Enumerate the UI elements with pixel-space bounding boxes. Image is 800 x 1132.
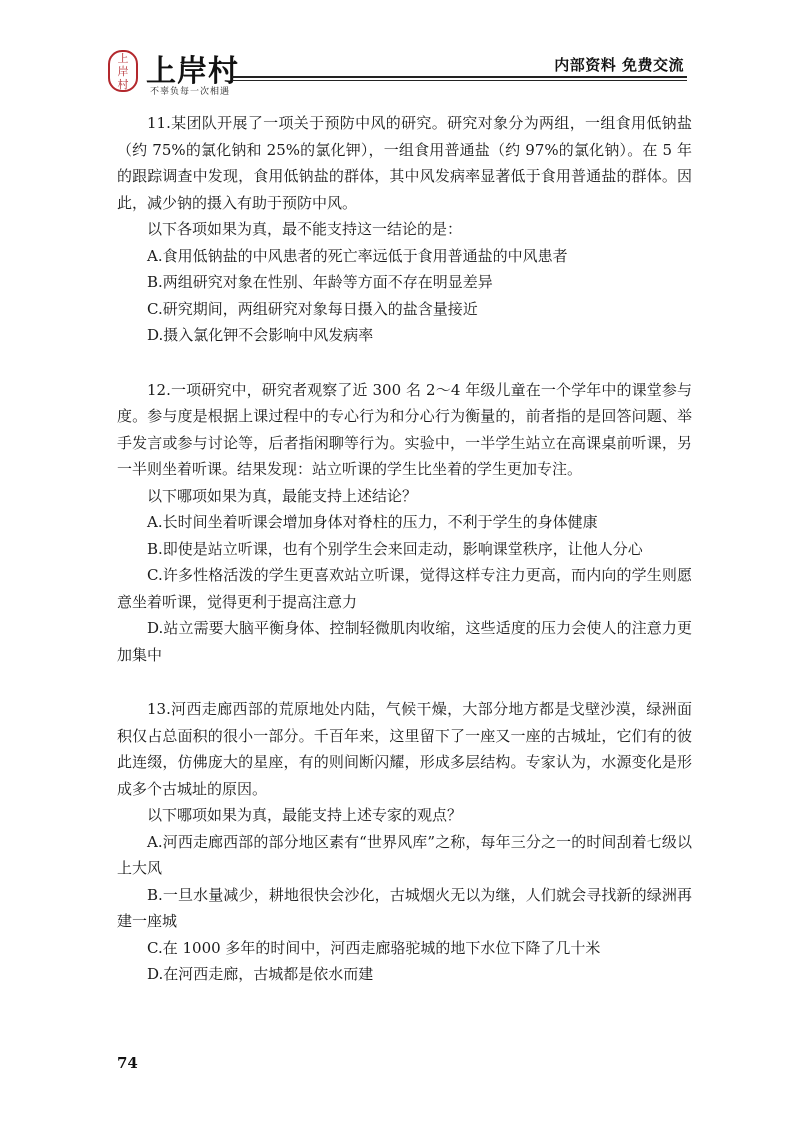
- page-number: 74: [117, 1054, 138, 1072]
- option-c: C.许多性格活泼的学生更喜欢站立听课，觉得这样专注力更高，而内向的学生则愿意坐着听课，觉得更利于提高注意力: [117, 566, 692, 611]
- option-a: A.长时间坐着听课会增加身体对脊柱的压力，不利于学生的身体健康: [147, 513, 598, 531]
- seal-char: 村: [117, 77, 129, 91]
- page-header: [0, 0, 800, 100]
- question-prompt: 以下哪项如果为真，最能支持上述专家的观点？: [147, 806, 463, 824]
- option-b: B.一旦水量减少，耕地很快会沙化，古城烟火无以为继，人们就会寻找新的绿洲再建一座城: [117, 885, 692, 930]
- brand-name: 上岸村: [146, 54, 239, 89]
- question-11: [117, 110, 692, 349]
- option-a: A.食用低钠盐的中风患者的死亡率远低于食用普通盐的中风患者: [147, 246, 568, 265]
- question-stem: 12.一项研究中，研究者观察了近 300 名 2～4 年级儿童在一个学年中的课堂参与度。参与度是根据上课过程中的专心行为和分心行为衡量的，前者指的是回答问题、举手发言或参与讨论等，后者指闲聊等行为。实验中，一半学生站立在高课桌前听课，另一半则坐着听课。结果发现：站立听课的学生比坐着的学生更加专注。: [117, 380, 692, 478]
- question-12: [117, 377, 692, 669]
- header-note: 内部资料 免费交流: [554, 56, 684, 74]
- question-13: [117, 696, 692, 988]
- question-stem: 11.某团队开展了一项关于预防中风的研究。研究对象分为两组，一组食用低钠盐（约 75%的氯化钠和 25%的氯化钾），一组食用普通盐（约 97%的氯化钠）。在 5 年的跟踪调查中发现，食用低钠盐的群体，其中风发病率显著低于食用普通盐的群体。因此，减少钠的摄入有助于预防中风。: [117, 114, 692, 212]
- option-d: D.摄入氯化钾不会影响中风发病率: [147, 326, 374, 344]
- option-d: D.站立需要大脑平衡身体、控制轻微肌肉收缩，这些适度的压力会使人的注意力更加集中: [117, 619, 692, 664]
- question-prompt: 以下哪项如果为真，最能支持上述结论？: [147, 486, 418, 505]
- seal-char: 上: [117, 51, 129, 65]
- header-divider-secondary: [232, 80, 687, 81]
- option-a: A.河西走廊西部的部分地区素有“世界风库”之称，每年三分之一的时间刮着七级以上大风: [117, 832, 692, 877]
- document-body: [117, 110, 692, 1016]
- question-prompt: 以下各项如果为真，最不能支持这一结论的是：: [147, 220, 463, 238]
- option-c: C.在 1000 多年的时间中，河西走廊骆驼城的地下水位下降了几十米: [147, 938, 601, 957]
- brand-slogan: 不辜负每一次相遇: [150, 87, 231, 97]
- brand-seal-logo: [108, 50, 138, 92]
- option-b: B.两组研究对象在性别、年龄等方面不存在明显差异: [147, 273, 493, 291]
- option-d: D.在河西走廊，古城都是依水而建: [147, 965, 374, 983]
- seal-char: 岸: [117, 64, 129, 78]
- header-divider: [232, 76, 687, 78]
- question-stem: 13.河西走廊西部的荒原地处内陆，气候干燥，大部分地方都是戈壁沙漠，绿洲面积仅占总面积的很小一部分。千百年来，这里留下了一座又一座的古城址，它们有的彼此连缀，仿佛庞大的星座，有的则间断闪耀，形成多层结构。专家认为，水源变化是形成多个古城址的原因。: [117, 700, 692, 798]
- option-b: B.即使是站立听课，也有个别学生会来回走动，影响课堂秩序，让他人分心: [147, 539, 643, 558]
- option-c: C.研究期间，两组研究对象每日摄入的盐含量接近: [147, 299, 478, 318]
